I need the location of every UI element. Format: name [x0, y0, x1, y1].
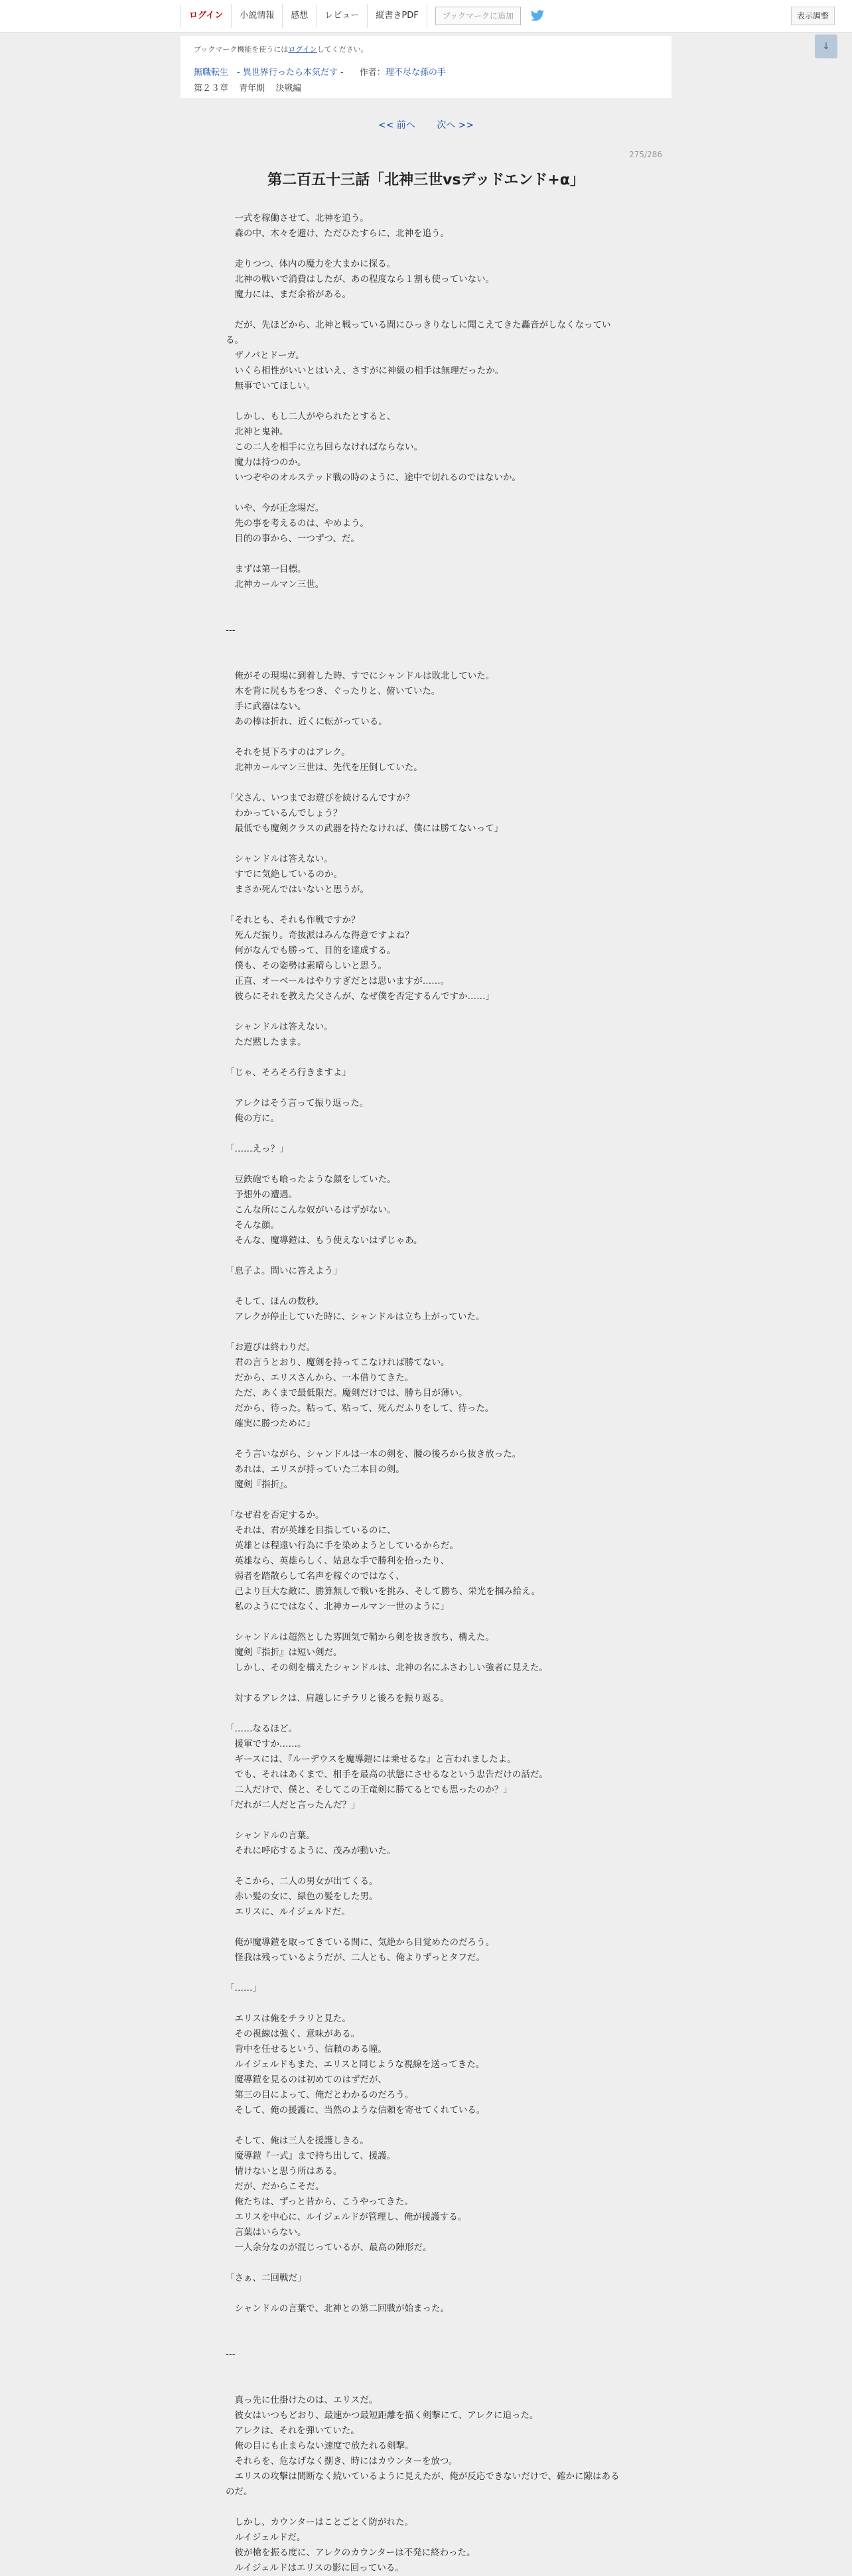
body-line: 魔力には、まだ余裕がある。	[226, 289, 351, 300]
chapter-line	[194, 81, 309, 94]
body-line: わかっているんでしょう？	[226, 808, 342, 819]
body-line: 走りつつ、体内の魔力を大まかに探る。	[226, 259, 395, 269]
body-line: そして、俺の援護に、当然のような信頼を寄せてくれている。	[226, 2105, 486, 2116]
body-line: 目的の事から、一つずつ、だ。	[226, 533, 360, 544]
series-line	[194, 65, 446, 78]
body-line: 俺がその現場に到着した時、すでにシャンドルは敗北していた。	[226, 671, 495, 681]
body-line: ギースには、『ルーデウスを魔導鎧には乗せるな』と言われましたよ。	[226, 1754, 516, 1765]
body-line	[226, 1859, 624, 1874]
body-line	[226, 241, 624, 257]
add-bookmark-button[interactable]: ブックマークに追加	[435, 7, 521, 25]
body-line: 「……」	[226, 1983, 261, 1994]
bookmark-login-note	[194, 44, 368, 54]
body-line: そんな、魔導鎧は、もう使えないはずじゃあ。	[226, 1235, 423, 1246]
body-line	[226, 1081, 624, 1096]
body-line: 真っ先に仕掛けたのは、エリスだ。	[226, 2395, 378, 2406]
body-line	[226, 1676, 624, 1691]
author-link[interactable]: 理不尽な孫の手	[385, 68, 446, 78]
body-line: いや、今が正念場だ。	[226, 503, 324, 513]
body-line: 魔剣『指折』。	[226, 1479, 293, 1490]
body-line: だが、先ほどから、北神と戦っている間にひっきりなしに聞こえてきた轟音がしなくなっている。	[226, 320, 611, 346]
body-line	[226, 547, 624, 562]
body-line: 弱者を踏散らして名声を稼ぐのではなく、	[226, 1571, 405, 1582]
body-line: いくら相性がいいとはいえ、さすがに神級の相手は無理だったか。	[226, 366, 504, 376]
body-line: 英雄なら、英雄らしく、姑息な手で勝利を拾ったり、	[226, 1556, 450, 1566]
body-line	[226, 1920, 624, 1935]
body-line: 北神と鬼神。	[226, 427, 289, 437]
body-line: 「……なるほど。	[226, 1724, 297, 1734]
body-line: 彼女はいつもどおり、最速かつ最短距離を描く剣撃にて、アレクに迫った。	[226, 2410, 539, 2421]
body-line: そこから、二人の男女が出てくる。	[226, 1876, 378, 1887]
pager	[0, 118, 852, 131]
body-line: 「……えっ？」	[226, 1144, 289, 1154]
body-line: 俺の目にも止まらない速度で放たれる剣撃。	[226, 2441, 414, 2451]
body-line: それは、君が英雄を目指しているのに、	[226, 1525, 396, 1536]
body-line: 「息子よ。問いに答えよう」	[226, 1266, 342, 1276]
body-line: でも、それはあくまで、相手を最高の状態にさせるなという忠告だけの話だ。	[226, 1769, 548, 1780]
body-line: 先の事を考えるのは、やめよう。	[226, 518, 369, 529]
body-line: だが、だからこそだ。	[226, 2181, 324, 2192]
novel-info-box	[180, 36, 672, 98]
body-line	[226, 2286, 624, 2301]
body-line	[226, 2317, 624, 2332]
body-line: 「なぜ君を否定するか。	[226, 1510, 324, 1521]
body-line: そんな顔。	[226, 1220, 279, 1231]
body-line: エリスは俺をチラリと見た。	[226, 2013, 351, 2024]
body-line: 二人だけで、僕と、そしてこの王竜剣に勝てるとでも思ったのか？」	[226, 1785, 512, 1795]
body-line	[226, 2118, 624, 2134]
body-line: 予想外の遭遇。	[226, 1189, 297, 1200]
header-nav	[180, 4, 545, 28]
body-line: この二人を相手に立ち回らなければならない。	[226, 442, 423, 452]
chapter-title: 第二百五十三話「北神三世vsデッドエンド+α」	[267, 172, 585, 188]
body-line: ただ、あくまで最低限だ。魔剣だけでは、勝ち目が薄い。	[226, 1388, 468, 1398]
body-line: そして、俺は三人を援護しきる。	[226, 2135, 369, 2146]
body-line: 最低でも魔剣クラスの武器を持たなければ、僕には勝てないって」	[226, 823, 504, 834]
body-line: エリスの攻撃は間断なく続いているように見えたが、俺が反応できないだけで、確かに隙はあるのだ。	[226, 2471, 620, 2497]
chapter-volume: 第２３章	[194, 84, 229, 94]
scroll-down-button[interactable]: ↓	[815, 34, 837, 58]
body-line: だから、待った。粘って、粘って、死んだふりをして、待った。	[226, 1403, 494, 1414]
bookmark-note-suffix: してください。	[317, 45, 368, 54]
body-line: 正直、オーベールはやりすぎだとは思いますが……。	[226, 976, 450, 986]
body-line: ---	[226, 625, 236, 636]
top-header	[0, 0, 852, 33]
body-line: シャンドルの言葉で、北神との第二回戦が始まった。	[226, 2303, 449, 2314]
body-line: そう言いながら、シャンドルは一本の剣を、腰の後ろから抜き放った。	[226, 1449, 522, 1459]
body-line	[226, 1432, 624, 1447]
body-line: 木を背に尻もちをつき、ぐったりと、俯いていた。	[226, 686, 441, 697]
body-line: ザノバとドーガ。	[226, 350, 305, 361]
body-line: それらを、危なげなく捌き、時にはカウンターを放つ。	[226, 2456, 458, 2467]
body-line	[226, 1279, 624, 1294]
body-line: 怪我は残っているようだが、二人とも、俺よりずっとタフだ。	[226, 1952, 485, 1963]
body-line	[226, 1126, 624, 1142]
body-line: ---	[226, 2349, 236, 2360]
body-line	[226, 486, 624, 501]
body-line: アレクが停止していた時に、シャンドルは立ち上がっていた。	[226, 1312, 485, 1322]
body-line: 僕も、その姿勢は素晴らしいと思う。	[226, 961, 387, 971]
body-line	[226, 592, 624, 608]
body-line: 一人余分なのが混じっているが、最高の陣形だ。	[226, 2242, 432, 2253]
body-line: 魔導鎧を見るのは初めてのはずだが、	[226, 2074, 387, 2085]
body-line	[226, 394, 624, 409]
body-line	[226, 837, 624, 852]
body-line	[226, 653, 624, 669]
body-line: まずは第一目標。	[226, 564, 307, 575]
body-line: 無事でいてほしい。	[226, 381, 315, 391]
body-line	[226, 2500, 624, 2515]
body-line: 魔導鎧『一式』まで持ち出して、援護。	[226, 2151, 396, 2161]
body-line: 己より巨大な敵に、勝算無しで戦いを挑み、そして勝ち、栄光を掴み給え。	[226, 1586, 541, 1597]
body-line	[226, 1050, 624, 1065]
body-line: 私のようにではなく、北神カールマン一世のように」	[226, 1601, 449, 1612]
body-line: こんな所にこんな奴がいるはずがない。	[226, 1205, 396, 1215]
body-line	[226, 776, 624, 791]
body-line: 確実に勝つために」	[226, 1418, 315, 1429]
body-line: 何がなんでも勝って、目的を達成する。	[226, 945, 396, 956]
body-line	[226, 2378, 624, 2393]
body-line: エリスに、ルイジェルドだ。	[226, 1907, 350, 1917]
body-line: シャンドルは答えない。	[226, 854, 333, 864]
body-line: 豆鉄砲でも喰ったような顔をしていた。	[226, 1174, 396, 1185]
body-line: しかし、もし二人がやられたとすると、	[226, 411, 396, 422]
body-line: シャンドルは超然とした雰囲気で鞘から剣を抜き放ち、構えた。	[226, 1632, 494, 1643]
body-line: そして、ほんの数秒。	[226, 1296, 324, 1307]
body-line: 英雄とは程遠い行為に手を染めようとしているからだ。	[226, 1540, 459, 1551]
body-line: 手に武器はない。	[226, 701, 307, 712]
body-line: 君の言うとおり、魔剣を持ってこなければ勝てない。	[226, 1357, 450, 1368]
body-line: あれは、エリスが持っていた二本目の剣。	[226, 1464, 405, 1475]
body-line	[226, 608, 624, 623]
chapter-sub: 決戦編	[275, 84, 302, 94]
body-line	[226, 1249, 624, 1264]
body-line: 対するアレクは、肩越しにチラリと後ろを振り返る。	[226, 1693, 449, 1704]
body-line	[226, 1004, 624, 1020]
twitter-icon[interactable]	[530, 10, 545, 22]
body-line: 森の中、木々を避け、ただひたすらに、北神を追う。	[226, 228, 449, 239]
body-line: 彼が槍を振る度に、アレクのカウンターは不発に終わった。	[226, 2547, 476, 2558]
body-line: シャンドルは答えない。	[226, 1022, 333, 1032]
body-line: いつぞやのオルステッド戦の時のように、途中で切れるのではないか。	[226, 472, 521, 483]
body-line: 俺の方に。	[226, 1113, 279, 1124]
body-line: その視線は強く、意味がある。	[226, 2029, 360, 2039]
body-line: シャンドルの言葉。	[226, 1830, 315, 1841]
body-line	[226, 2362, 624, 2378]
login-link[interactable]: ログイン	[180, 4, 231, 28]
body-line	[226, 1615, 624, 1630]
body-line	[226, 638, 624, 653]
body-line	[226, 1325, 624, 1340]
body-line: ルイジェルドだ。	[226, 2532, 306, 2543]
body-line: 「だれが二人だと言ったんだ？」	[226, 1800, 360, 1810]
bookmark-login-link[interactable]: ログイン	[288, 45, 317, 54]
body-line	[226, 1813, 624, 1828]
body-line	[226, 730, 624, 745]
body-line: 言葉はいらない。	[226, 2227, 307, 2238]
body-line	[226, 1996, 624, 2011]
body-line: 北神カールマン三世は、先代を圧倒していた。	[226, 762, 423, 773]
prev-page-link[interactable]: << 前へ	[378, 120, 415, 131]
body-line	[226, 1157, 624, 1172]
display-settings-button[interactable]: 表示調整	[791, 7, 835, 25]
body-line: アレクは、それを弾いていた。	[226, 2425, 360, 2436]
body-line: 彼らにそれを教えた父さんが、なぜ僕を否定するんですか……」	[226, 991, 494, 1002]
body-line: 死んだ振り。奇抜派はみんな得意ですよね？	[226, 930, 414, 941]
body-line: ルイジェルドもまた、エリスと同じような視線を送ってきた。	[226, 2059, 485, 2070]
body-line: 第三の目によって、俺だとわかるのだろう。	[226, 2090, 414, 2100]
body-line: 魔剣『指折』は短い剣だ。	[226, 1647, 342, 1658]
next-page-link[interactable]: 次へ >>	[437, 120, 474, 131]
body-line: ルイジェルドはエリスの影に回っている。	[226, 2563, 404, 2573]
body-line: ただ黙したまま。	[226, 1037, 307, 1048]
body-line: 情けないと思う所はある。	[226, 2166, 342, 2177]
body-line	[226, 898, 624, 913]
body-line: 俺が魔導鎧を取ってきている間に、気絶から目覚めたのだろう。	[226, 1937, 494, 1948]
body-line: 北神の戦いで消費はしたが、あの程度なら１割も使っていない。	[226, 274, 494, 285]
body-line	[226, 1966, 624, 1981]
body-line	[226, 2332, 624, 2347]
body-line: しかし、カウンターはことごとく防がれた。	[226, 2517, 413, 2528]
vertical-pdf-link[interactable]: 縦書きPDF	[367, 4, 427, 28]
novel-body	[226, 211, 624, 2576]
page-number: 275/286	[629, 150, 662, 159]
body-line	[226, 303, 624, 318]
novel-info-link[interactable]: 小説情報	[231, 4, 282, 28]
body-line: エリスを中心に、ルイジェルドが管理し、俺が援護する。	[226, 2212, 467, 2222]
body-line: 背中を任せるという、信頼のある瞳。	[226, 2044, 387, 2055]
bookmark-note-prefix: ブックマーク機能を使うには	[194, 45, 289, 54]
body-line: だから、エリスさんから、一本借りてきた。	[226, 1373, 414, 1383]
body-line: 「じゃ、そろそろ行きますよ」	[226, 1067, 351, 1078]
body-line: アレクはそう言って振り返った。	[226, 1098, 369, 1109]
body-line	[226, 1706, 624, 1722]
body-line: すでに気絶しているのか。	[226, 869, 342, 880]
body-line: 赤い髪の女に、緑色の髪をした男。	[226, 1891, 378, 1902]
body-line: 北神カールマン三世。	[226, 579, 324, 590]
impressions-link[interactable]: 感想	[282, 4, 316, 28]
body-line: 「それとも、それも作戦ですか？	[226, 915, 360, 925]
chapter-arc: 青年期	[239, 84, 265, 94]
body-line: それを見下ろすのはアレク。	[226, 747, 350, 758]
body-line: 「父さん、いつまでお遊びを続けるんですか？	[226, 793, 415, 803]
review-link[interactable]: レビュー	[316, 4, 367, 28]
body-line: しかし、その剣を構えたシャンドルは、北神の名にふさわしい強者に見えた。	[226, 1662, 548, 1673]
body-line: 魔力は持つのか。	[226, 457, 307, 468]
series-title-link[interactable]: 無職転生 - 異世界行ったら本気だす -	[194, 68, 344, 78]
body-line	[226, 1493, 624, 1508]
body-line: 一式を稼働させて、北神を追う。	[226, 213, 369, 224]
body-line: あの棒は折れ、近くに転がっている。	[226, 716, 388, 727]
author-label: 作者：	[359, 68, 386, 78]
body-line: まさか死んではいないと思うが。	[226, 884, 369, 895]
body-line: 援軍ですか……。	[226, 1739, 307, 1749]
body-line: それに呼応するように、茂みが動いた。	[226, 1846, 396, 1856]
body-line: 「お遊びは終わりだ。	[226, 1342, 315, 1353]
body-line: 「さぁ、二回戦だ」	[226, 2273, 307, 2283]
body-line	[226, 2256, 624, 2271]
body-line: 俺たちは、ずっと昔から、こうやってきた。	[226, 2197, 413, 2207]
